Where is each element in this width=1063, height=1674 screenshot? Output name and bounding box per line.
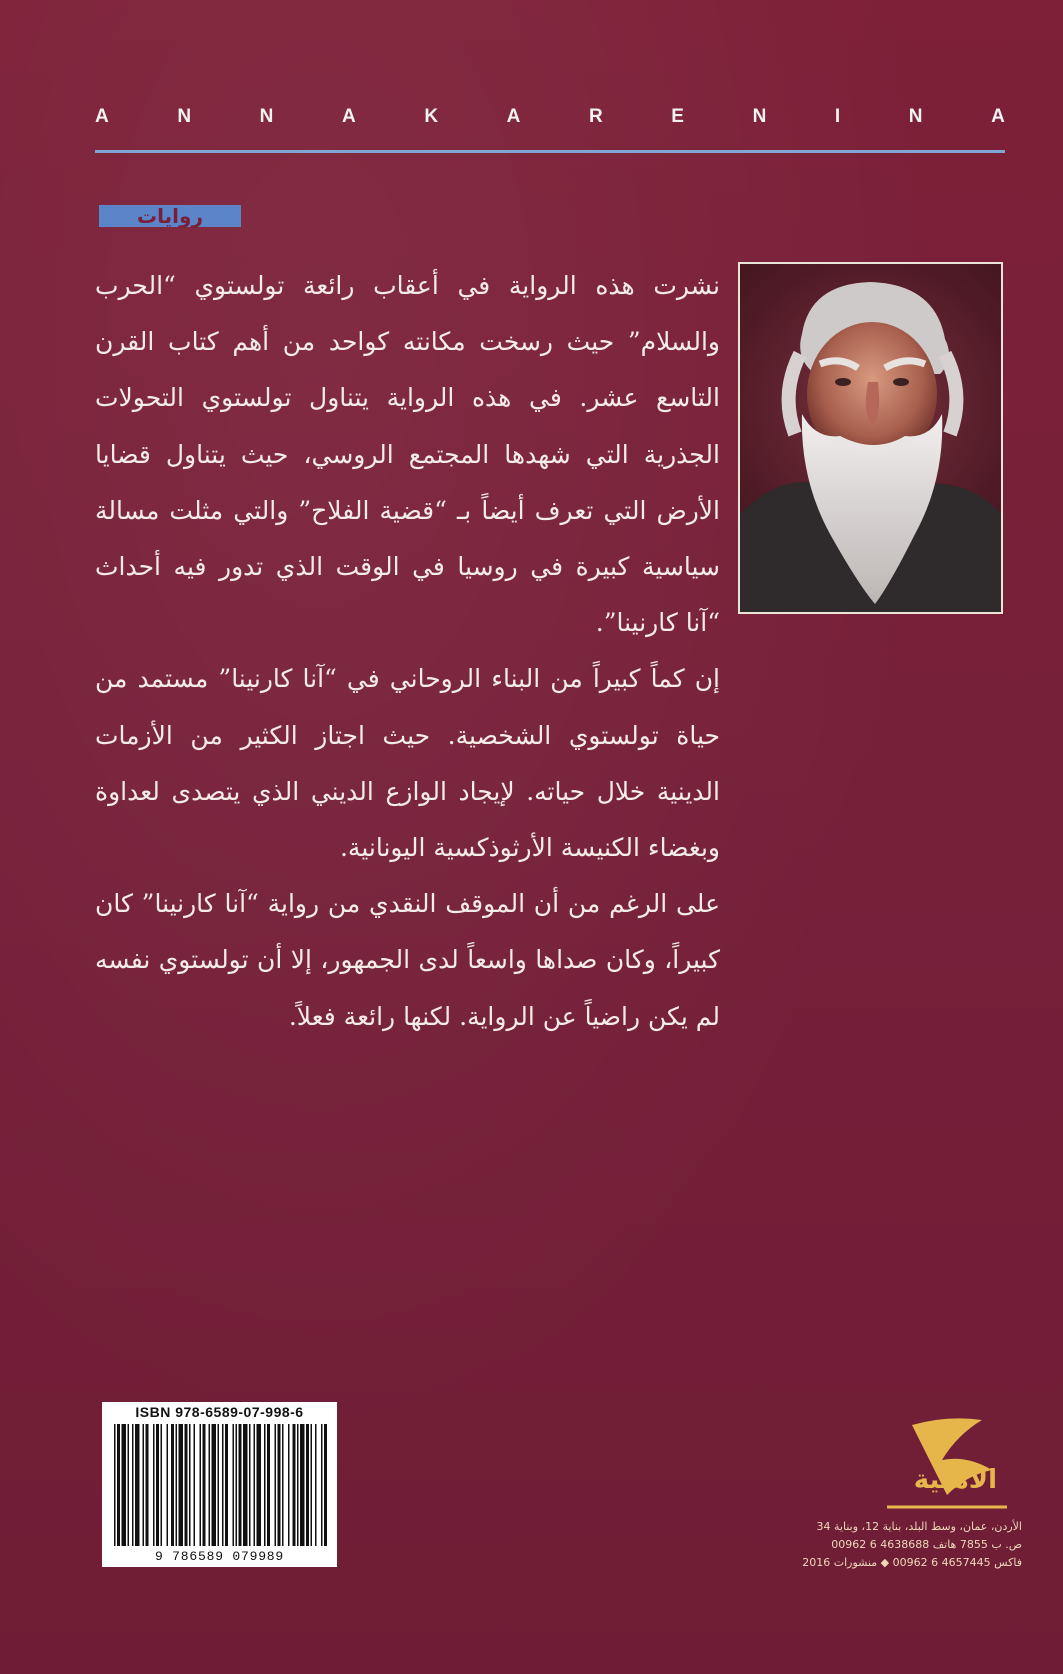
publisher-address-line: فاكس 4657445 6 00962 ◆ منشورات 2016	[802, 1556, 1022, 1569]
barcode-bar	[212, 1424, 217, 1546]
barcode-bar	[153, 1424, 155, 1546]
barcode-bar	[225, 1424, 228, 1546]
barcode-bar	[128, 1424, 130, 1546]
portrait-illustration	[740, 264, 1001, 612]
barcode-bar	[300, 1424, 305, 1546]
publisher-address-line: الأردن، عمان، وسط البلد، بناية 12، وبناية 34	[816, 1520, 1022, 1533]
barcode-bar	[233, 1424, 235, 1546]
title-letter: I	[834, 106, 841, 127]
barcode-bar	[161, 1424, 163, 1546]
title-letter: N	[752, 106, 767, 127]
barcode-bar	[171, 1424, 174, 1546]
barcode-bar	[288, 1424, 290, 1546]
title-letter: N	[259, 106, 274, 127]
title-letter: A	[991, 106, 1005, 127]
title-letter: K	[424, 106, 439, 127]
barcode-bar	[179, 1424, 184, 1546]
barcode-bars	[102, 1402, 337, 1567]
barcode-bar	[122, 1424, 127, 1546]
title-letter: A	[341, 106, 356, 127]
publisher-logo	[872, 1415, 1022, 1510]
barcode-bar	[222, 1424, 224, 1546]
barcode-bar	[257, 1424, 262, 1546]
genre-badge: روايات	[99, 205, 241, 227]
title-letter: A	[95, 106, 109, 127]
isbn-label: ISBN 978-6589-07-998-6	[135, 1404, 304, 1420]
title-letter: A	[506, 106, 521, 127]
barcode-bar	[321, 1424, 323, 1546]
barcode-bar	[282, 1424, 284, 1546]
barcode-bar	[236, 1424, 238, 1546]
publisher-logo-text: الأهلية	[913, 1465, 997, 1495]
barcode-bar	[194, 1424, 196, 1546]
description-paragraph: على الرغم من أن الموقف النقدي من رواية “آنا كارنينا” كان كبيراً، وكان صداها واسعاً لدى الجمهور، إلا أن تولستوي نفسه لم يكن راضياً عن الرواية. لكنها رائعة فعلاً.	[95, 889, 720, 1031]
barcode-bar	[117, 1424, 120, 1546]
barcode-bar	[275, 1424, 277, 1546]
barcode-bar	[254, 1424, 256, 1546]
barcode-bar	[264, 1424, 266, 1546]
publisher-address	[750, 1518, 1022, 1572]
title-letter: N	[908, 106, 923, 127]
barcode-bar	[243, 1424, 248, 1546]
barcode-bar	[297, 1424, 299, 1546]
publisher-address-line: ص. ب 7855 هاتف 4638688 6 00962	[831, 1538, 1022, 1551]
book-title-spaced	[95, 102, 1005, 132]
barcode-bar	[203, 1424, 206, 1546]
barcode-digits: 9 786589 079989	[154, 1549, 285, 1564]
barcode-bar	[311, 1424, 313, 1546]
barcode-bar	[189, 1424, 191, 1546]
barcode-bar	[167, 1424, 169, 1546]
barcode-bar	[209, 1424, 211, 1546]
barcode-bar	[156, 1424, 159, 1546]
barcode-bar	[278, 1424, 281, 1546]
barcode-bar	[143, 1424, 145, 1546]
barcode-bar	[239, 1424, 242, 1546]
barcode-bar	[114, 1424, 116, 1546]
description-paragraph: نشرت هذه الرواية في أعقاب رائعة تولستوي “الحرب والسلام” حيث رسخت مكانته كواحد من أهم كتاب القرن التاسع عشر. في هذه الرواية يتناول تولستوي التحولات الجذرية التي شهدها المجتمع الروسي، حيث يتناول قضايا الأرض التي تعرف أيضاً بـ “قضية الفلاح” والتي مثلت مسالة سياسية كبيرة في روسيا في الوقت الذي تدور فيه أحداث “آنا كارنينا”.	[95, 271, 721, 638]
barcode-bar	[249, 1424, 251, 1546]
title-letter: E	[671, 106, 684, 127]
barcode-bar	[293, 1424, 296, 1546]
barcode-bar	[267, 1424, 270, 1546]
isbn-barcode	[102, 1402, 337, 1567]
barcode-bar	[146, 1424, 149, 1546]
barcode-bar	[176, 1424, 178, 1546]
barcode-bar	[315, 1424, 317, 1546]
barcode-bar	[324, 1424, 327, 1546]
barcode-bar	[200, 1424, 202, 1546]
barcode-bar	[132, 1424, 134, 1546]
title-letter: N	[177, 106, 192, 127]
barcode-bar	[185, 1424, 188, 1546]
book-description	[95, 258, 720, 1045]
barcode-bar	[218, 1424, 220, 1546]
title-divider	[95, 150, 1005, 153]
title-letter: R	[588, 106, 603, 127]
author-portrait	[738, 262, 1003, 614]
barcode-bar	[135, 1424, 140, 1546]
description-paragraph: إن كماً كبيراً من البناء الروحاني في “آنا كارنينا” مستمد من حياة تولستوي الشخصية. حيث اجتاز الكثير من الأزمات الدينية خلال حياته. لإيجاد الوازع الديني الذي يتصدى لعداوة وبغضاء الكنيسة الأرثوذكسية اليونانية.	[95, 664, 720, 863]
barcode-bar	[306, 1424, 309, 1546]
